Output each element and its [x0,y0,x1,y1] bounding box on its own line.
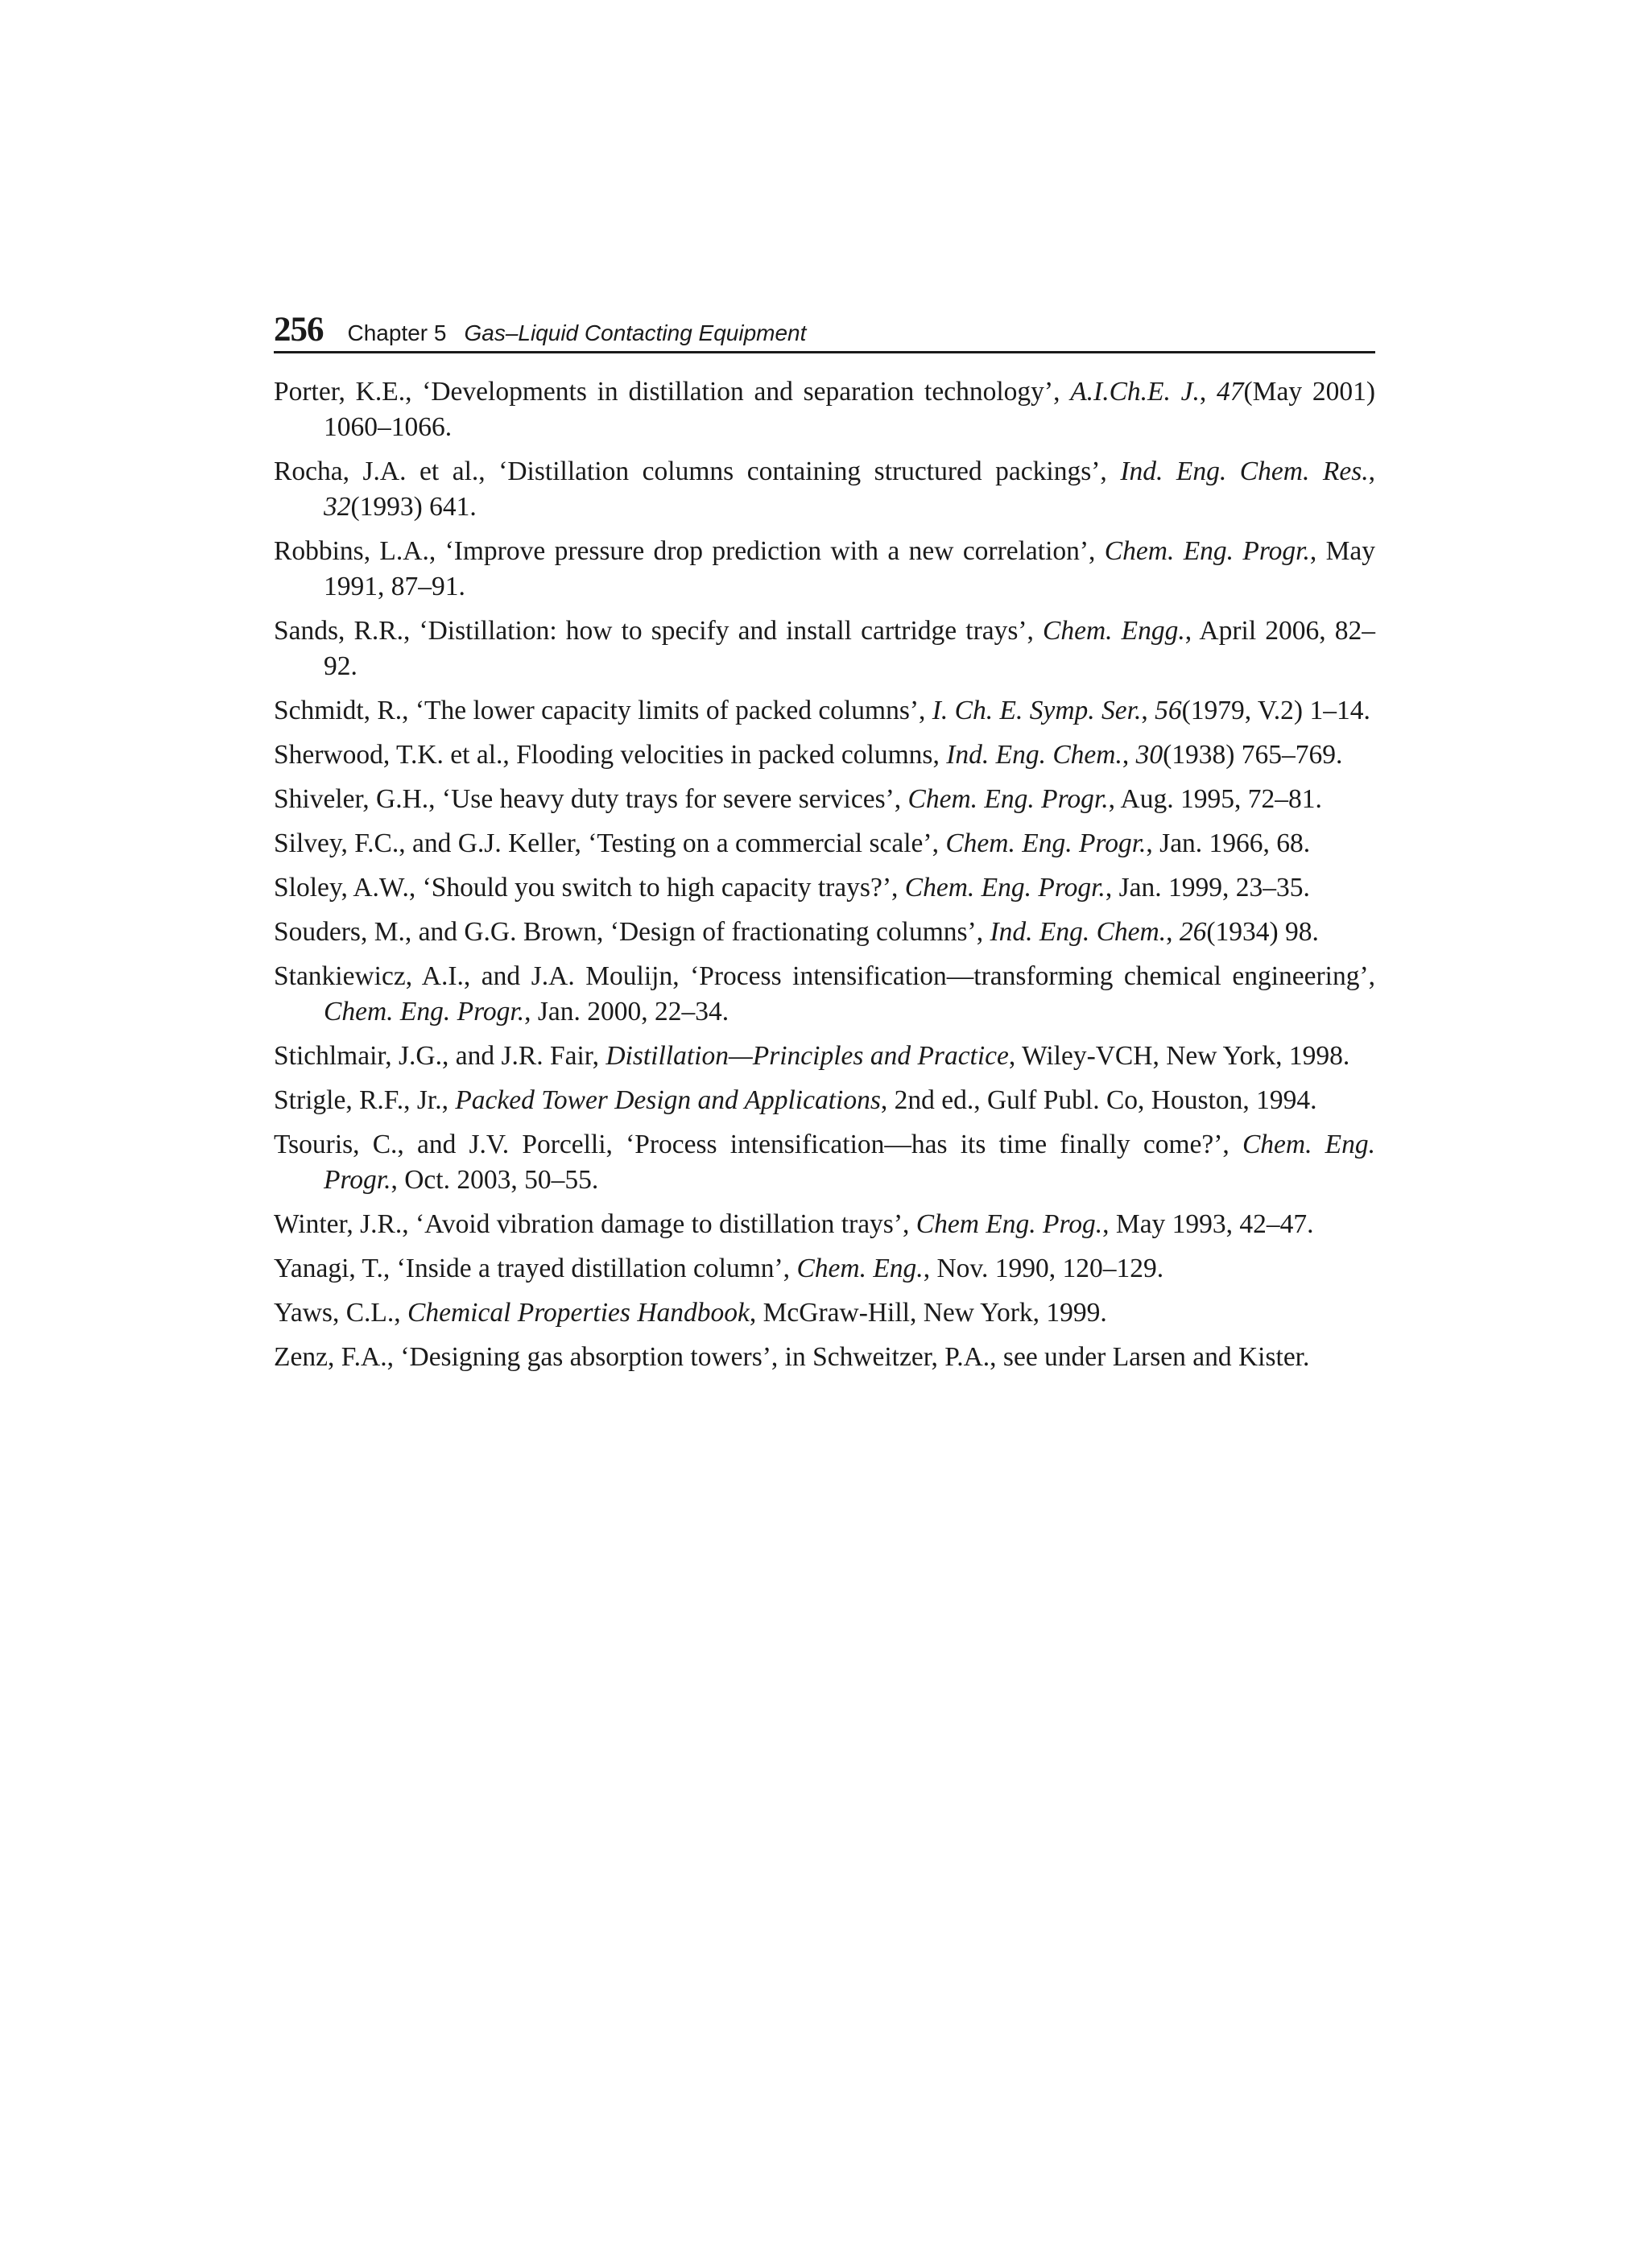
reference-text: (1993) 641. [350,492,477,522]
journal-name: Chem. Eng. [796,1254,924,1283]
journal-name: Chem. Eng. Progr. [907,784,1109,814]
reference-entry [274,1340,1375,1375]
page [274,310,1375,1384]
reference-entry [274,454,1375,525]
reference-entry [274,1127,1375,1198]
reference-entry [274,693,1375,729]
reference-text: , May 1991, 87–91. [324,536,1375,601]
reference-text: , [1199,377,1217,407]
book-title: Packed Tower Design and Applications [455,1085,881,1115]
reference-text: Souders, M., and G.G. Brown, ‘Design of fractionating columns’, [274,917,990,947]
reference-text: Rocha, J.A. et al., ‘Distillation columns containing structured packings’, [274,456,1121,486]
reference-text: Tsouris, C., and J.V. Porcelli, ‘Process intensification—has its time finally come?’, [274,1130,1242,1159]
chapter-label: Chapter 5 [347,320,447,345]
reference-text: , Nov. 1990, 120–129. [923,1254,1164,1283]
reference-text: , [1368,456,1375,486]
reference-text: , Oct. 2003, 50–55. [391,1165,599,1195]
reference-entry [274,870,1375,906]
reference-entry [274,613,1375,684]
reference-entry [274,374,1375,445]
journal-name: A.I.Ch.E. J. [1070,377,1200,407]
journal-name: I. Ch. E. Symp. Ser. [932,696,1142,725]
reference-text: , Wiley-VCH, New York, 1998. [1008,1041,1350,1071]
reference-entry [274,1251,1375,1287]
reference-text: Sherwood, T.K. et al., Flooding velocities in packed columns, [274,740,947,770]
journal-name: Chem. Eng. Progr. [945,828,1147,858]
reference-text: , [1166,917,1180,947]
reference-text: Robbins, L.A., ‘Improve pressure drop prediction with a new correlation’, [274,536,1105,566]
reference-text: , Jan. 2000, 22–34. [524,997,729,1027]
running-head [274,310,1375,353]
reference-text: , [1141,696,1155,725]
volume-number: 56 [1155,696,1182,725]
reference-text: Stichlmair, J.G., and J.R. Fair, [274,1041,606,1071]
volume-number: 47 [1217,377,1244,407]
reference-text: (1979, V.2) 1–14. [1181,696,1370,725]
reference-entry [274,826,1375,861]
reference-text: Shiveler, G.H., ‘Use heavy duty trays for severe services’, [274,784,908,814]
journal-name: Chem. Eng. Progr. [904,873,1106,903]
reference-text: (1934) 98. [1206,917,1319,947]
reference-text: Silvey, F.C., and G.J. Keller, ‘Testing on a commercial scale’, [274,828,946,858]
reference-entry [274,782,1375,817]
reference-list [274,374,1375,1375]
journal-name: Ind. Eng. Chem. [990,917,1167,947]
book-title: Distillation—Principles and Practice [605,1041,1009,1071]
reference-text: , May 1993, 42–47. [1102,1209,1314,1239]
journal-name: Chem. Eng. Progr. [324,1130,1375,1195]
reference-entry [274,1083,1375,1118]
reference-text: , Jan. 1999, 23–35. [1105,873,1310,903]
reference-text: , McGraw-Hill, New York, 1999. [749,1298,1107,1328]
reference-text: (May 2001) 1060–1066. [324,377,1376,442]
reference-entry [274,1207,1375,1242]
reference-text: Stankiewicz, A.I., and J.A. Moulijn, ‘Process intensification—transforming chemical engineering’, [274,961,1375,991]
book-title: Chemical Properties Handbook [407,1298,750,1328]
journal-name: Chem. Eng. Progr. [324,997,525,1027]
volume-number: 30 [1135,740,1163,770]
journal-name: Chem Eng. Prog. [915,1209,1103,1239]
reference-entry [274,915,1375,950]
reference-text: Porter, K.E., ‘Developments in distillation and separation technology’, [274,377,1071,407]
reference-text: (1938) 765–769. [1163,740,1343,770]
reference-text: Sloley, A.W., ‘Should you switch to high capacity trays?’, [274,873,905,903]
reference-entry [274,1039,1375,1074]
journal-name: Chem. Eng. Progr. [1104,536,1310,566]
reference-text: Winter, J.R., ‘Avoid vibration damage to distillation trays’, [274,1209,916,1239]
reference-entry [274,534,1375,605]
volume-number: 26 [1179,917,1207,947]
journal-name: Ind. Eng. Chem. [946,740,1122,770]
volume-number: 32 [324,492,351,522]
reference-entry [274,737,1375,773]
journal-name: Ind. Eng. Chem. Res. [1120,456,1369,486]
reference-text: , [1122,740,1136,770]
reference-entry [274,959,1375,1030]
reference-text: , April 2006, 82–92. [324,616,1375,681]
reference-text: , 2nd ed., Gulf Publ. Co, Houston, 1994. [880,1085,1317,1115]
reference-text: , Jan. 1966, 68. [1146,828,1311,858]
reference-text: Strigle, R.F., Jr., [274,1085,456,1115]
journal-name: Chem. Engg. [1043,616,1185,646]
reference-text: Yanagi, T., ‘Inside a trayed distillation column’, [274,1254,797,1283]
reference-text: , Aug. 1995, 72–81. [1108,784,1322,814]
reference-text: Zenz, F.A., ‘Designing gas absorption towers’, in Schweitzer, P.A., see under Larsen and Kister. [274,1342,1310,1372]
page-number: 256 [274,311,324,349]
reference-entry [274,1295,1375,1331]
reference-text: Schmidt, R., ‘The lower capacity limits of packed columns’, [274,696,932,725]
reference-text: Yaws, C.L., [274,1298,407,1328]
reference-text: Sands, R.R., ‘Distillation: how to specify and install cartridge trays’, [274,616,1044,646]
chapter-title: Gas–Liquid Contacting Equipment [464,320,807,345]
